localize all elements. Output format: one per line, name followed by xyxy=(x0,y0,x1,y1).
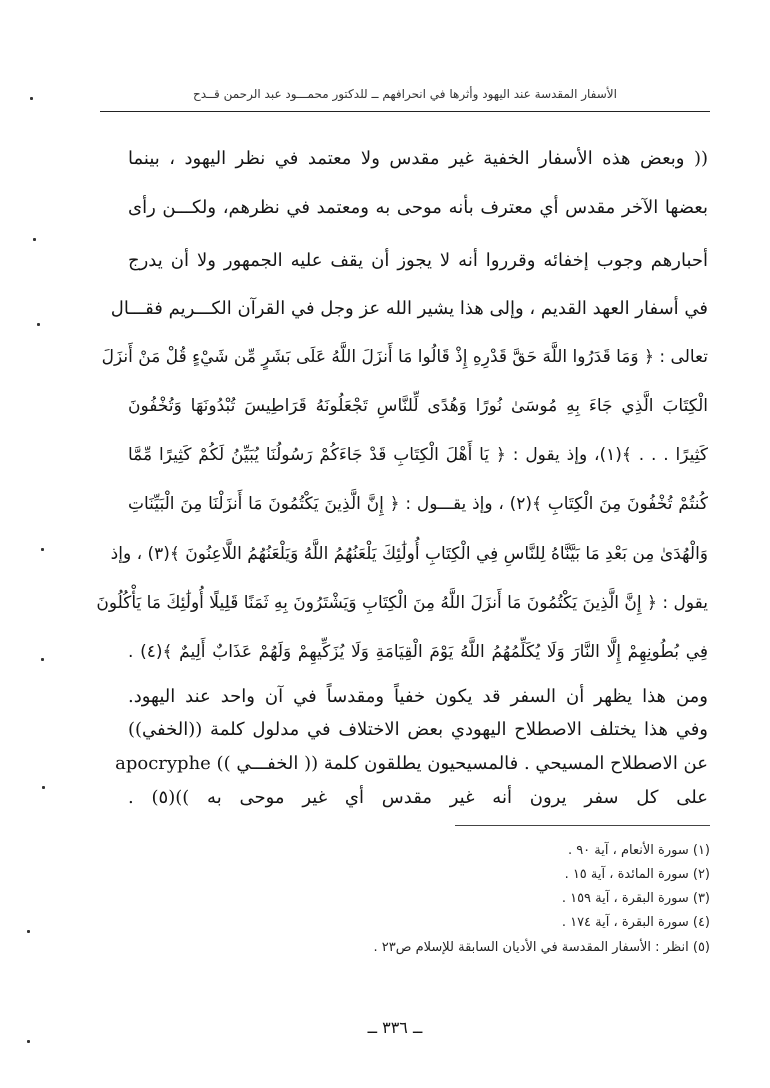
quran-line-6: يقول : ﴿ إِنَّ الَّذِينَ يَكْتُمُونَ مَا أَنزَلَ اللَّهُ مِنَ الْكِتَابِ وَيَشْتَرُونَ بِهِ ثَمَنًا قَلِيلًا أُولَٰئِكَ مَا يَأْكُلُونَ xyxy=(96,593,708,613)
footnote-divider xyxy=(455,825,710,826)
footnote-1: (١) سورة الأنعام ، آية ٩٠ . xyxy=(567,843,710,858)
scan-speck xyxy=(33,238,36,241)
running-header: الأسفار المقدسة عند اليهود وأثرها في انحرافهم ــ للدكتور محمـــود عبد الرحمن قــدح xyxy=(192,87,617,101)
scan-speck xyxy=(27,1040,30,1043)
scan-speck xyxy=(30,97,33,100)
body-line-1: (( وبعض هذه الأسفار الخفية غير مقدس ولا معتمد في نظر اليهود ، بينما xyxy=(128,148,708,169)
quran-line-3: كَثِيرًا . . . ﴾(١)، وإذ يقول : ﴿ يَا أَهْلَ الْكِتَابِ قَدْ جَاءَكُمْ رَسُولُنَا يُبَيِّنُ لَكُمْ كَثِيرًا مِّمَّا xyxy=(128,445,708,465)
footnote-2: (٢) سورة المائدة ، آية ١٥ . xyxy=(564,867,710,882)
body-line-3: أحبارهم وجوب إخفائه وقرروا أنه لا يجوز أن يقف عليه الجمهور ولا أن يدرج xyxy=(128,250,709,271)
quran-line-5: وَالْهُدَىٰ مِن بَعْدِ مَا بَيَّنَّاهُ لِلنَّاسِ فِي الْكِتَابِ أُولَٰئِكَ يَلْعَنُهُمُ اللَّهُ وَيَلْعَنُهُمُ اللَّاعِنُونَ ﴾(٣) ، وإذ xyxy=(110,544,708,564)
scan-speck xyxy=(41,658,44,661)
header-divider xyxy=(100,111,710,112)
footnote-4: (٤) سورة البقرة ، آية ١٧٤ . xyxy=(561,915,710,930)
body-line-4: في أسفار العهد القديم ، وإلى هذا يشير الله عز وجل في القرآن الكـــريم فقـــال xyxy=(110,298,708,319)
body-line-12: ومن هذا يظهر أن السفر قد يكون خفياً ومقدساً في آن واحد عند اليهود. xyxy=(128,686,708,707)
page-number: ــ ٣٣٦ ــ xyxy=(367,1018,423,1037)
body-line-2: بعضها الآخر مقدس أي معترف بأنه موحى به ومعتمد في نظرهم، ولكـــن رأى xyxy=(128,197,708,218)
quran-line-7: فِي بُطُونِهِمْ إِلَّا النَّارَ وَلَا يُكَلِّمُهُمُ اللَّهُ يَوْمَ الْقِيَامَةِ وَلَا يُزَكِّيهِمْ وَلَهُمْ عَذَابٌ أَلِيمٌ ﴾(٤) . xyxy=(128,642,708,662)
quran-line-2: الْكِتَابَ الَّذِي جَاءَ بِهِ مُوسَىٰ نُورًا وَهُدًى لِّلنَّاسِ تَجْعَلُونَهُ قَرَاطِيسَ تُبْدُونَهَا وَتُخْفُونَ xyxy=(128,396,708,416)
footnote-5: (٥) انظر : الأسفار المقدسة في الأديان السابقة للإسلام ص٢٣ . xyxy=(373,940,710,955)
body-line-15: على كل سفر يرون أنه غير مقدس أي غير موحى به ))(٥) . xyxy=(128,787,708,808)
footnote-3: (٣) سورة البقرة ، آية ١٥٩ . xyxy=(561,891,710,906)
quran-line-1: تعالى : ﴿ وَمَا قَدَرُوا اللَّهَ حَقَّ قَدْرِهِ إِذْ قَالُوا مَا أَنزَلَ اللَّهُ عَلَى بَشَرٍ مِّن شَيْءٍ قُلْ مَنْ أَنزَلَ xyxy=(101,347,708,367)
body-line-13: وفي هذا يختلف الاصطلاح اليهودي بعض الاختلاف في مدلول كلمة ((الخفي)) xyxy=(128,719,708,740)
scan-speck xyxy=(41,548,44,551)
body-line-14: عن الاصطلاح المسيحي . فالمسيحيون يطلقون كلمة (( الخفـــي )) apocryphe xyxy=(115,753,708,774)
scan-speck xyxy=(27,930,30,933)
scan-speck xyxy=(37,323,40,326)
quran-line-4: كُنتُمْ تُخْفُونَ مِنَ الْكِتَابِ ﴾(٢) ، وإذ يقـــول : ﴿ إِنَّ الَّذِينَ يَكْتُمُونَ مَا أَنزَلْنَا مِنَ الْبَيِّنَاتِ xyxy=(128,494,708,514)
scan-speck xyxy=(42,786,45,789)
